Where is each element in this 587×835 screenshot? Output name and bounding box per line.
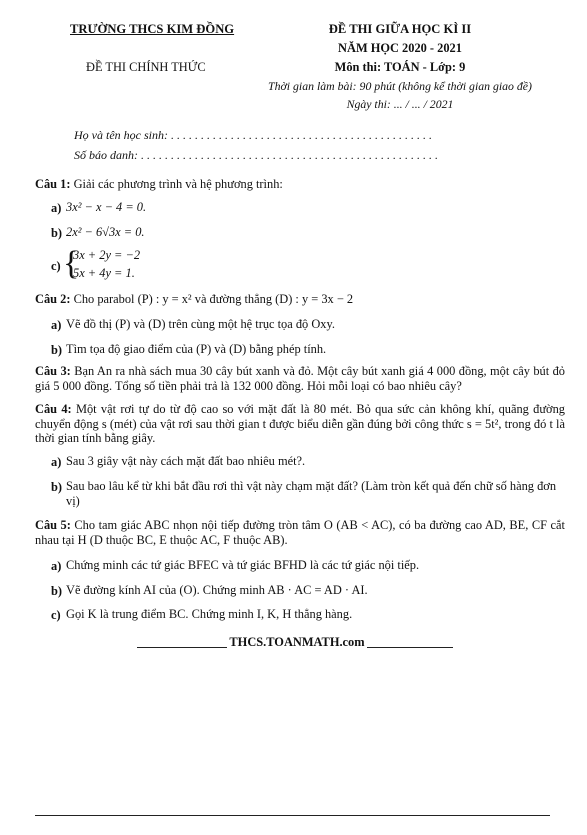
question-label: Câu 2: [35,292,71,306]
student-name-field: Họ và tên học sinh: . . . . . . . . . . . . . . . . . . . . . . . . . . . . . . . . . . . . . . . . . . . . [74,128,432,142]
item-label: b) [51,584,63,598]
student-id-field: Số báo danh: . . . . . . . . . . . . . . . . . . . . . . . . . . . . . . . . . . . . . . . . . . . . . . . . . . [74,148,438,162]
item-label: a) [51,455,62,469]
exam-date: Ngày thi: ... / ... / 2021 [346,97,454,111]
footer-rule-left [137,647,227,648]
item-label: a) [51,318,62,332]
question-text: Giải các phương trình và hệ phương trình: [73,177,283,191]
footer-rule-right [367,647,453,648]
item-label: b) [51,226,63,240]
question-2 [35,292,353,307]
question-4a: Sau 3 giây vật này cách mặt đất bao nhiêu mét?. [66,454,306,468]
question-label: Câu 3: [35,364,71,378]
question-text: Bạn An ra nhà sách mua 30 cây bút xanh và đỏ. Một cây bút xanh giá 4 000 đồng, một cây bút đỏ giá 5 000 đồng. Tổng số tiền phải trả là 132 000 đồng. Hỏi mỗi loại có bao nhiêu cây? [35,364,565,393]
equation-1a: 3x² − x − 4 = 0. [66,200,147,214]
exam-title: ĐỀ THI GIỮA HỌC KÌ II [328,22,472,36]
question-4 [35,402,565,446]
question-5a: Chứng minh các tứ giác BFEC và tứ giác BFHD là các tứ giác nội tiếp. [66,558,420,572]
question-4b: Sau bao lâu kể từ khi bắt đầu rơi thì vật này chạm mặt đất? (Làm tròn kết quả đến chữ số hàng đơn vị) [66,479,557,508]
question-label: Câu 5: [35,518,71,532]
question-text: Cho parabol (P) : y = x² và đường thẳng (D) : y = 3x − 2 [73,292,354,306]
question-label: Câu 1: [35,177,71,191]
item-label: b) [51,343,63,357]
question-text: Cho tam giác ABC nhọn nội tiếp đường tròn tâm O (AB < AC), có ba đường cao AD, BE, CF cắt nhau tại H (D thuộc BC, E thuộc AC, F thuộc AB). [35,518,565,547]
question-1 [35,177,283,192]
item-label: c) [51,608,61,622]
question-5c: Gọi K là trung điểm BC. Chứng minh I, K, H thẳng hàng. [66,607,353,621]
question-text: Một vật rơi tự do từ độ cao so với mặt đất là 80 mét. Bỏ qua sức cản không khí, quãng đường chuyển động s (mét) của vật rơi sau thời gian t được biểu diễn gần đúng bởi công thức s = 5t², trong đó t là thời gian tính bằng giây. [35,402,565,445]
subject-line: Môn thi: TOÁN - Lớp: 9 [334,60,466,74]
question-label: Câu 4: [35,402,72,416]
system-eq-1: 3x + 2y = −2 [73,248,141,262]
page-bottom-rule [35,815,550,816]
item-label: a) [51,559,62,573]
system-eq-2: 5x + 4y = 1. [73,266,135,280]
question-2a: Vẽ đồ thị (P) và (D) trên cùng một hệ trục tọa độ Oxy. [66,317,335,331]
duration-line: Thời gian làm bài: 90 phút (không kể thời gian giao đề) [268,79,532,93]
question-5b: Vẽ đường kính AI của (O). Chứng minh AB · AC = AD · AI. [66,583,368,597]
school-name: TRƯỜNG THCS KIM ĐỒNG [70,22,235,36]
footer-site: THCS.TOANMATH.com [229,635,365,649]
question-5 [35,518,565,548]
system-brace: { [63,245,80,282]
question-3 [35,364,565,394]
item-label: b) [51,480,63,494]
item-label: a) [51,201,62,215]
school-year: NĂM HỌC 2020 - 2021 [338,41,462,55]
question-2b: Tìm tọa độ giao điểm của (P) và (D) bằng phép tính. [66,342,327,356]
item-label: c) [51,259,61,273]
equation-1b: 2x² − 6√3x = 0. [66,225,145,239]
official-label: ĐỀ THI CHÍNH THỨC [86,60,206,74]
